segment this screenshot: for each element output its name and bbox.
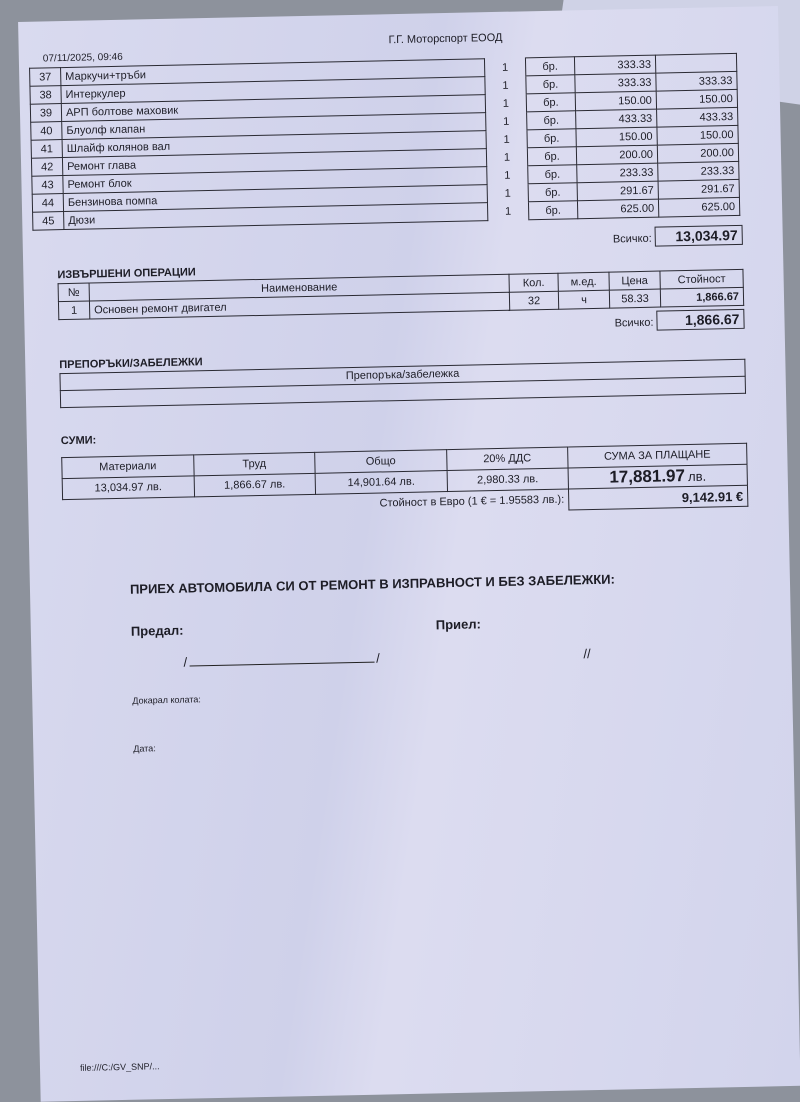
operations-title: ИЗВЪРШЕНИ ОПЕРАЦИИ <box>57 266 196 282</box>
cell-total: 333.33 <box>656 71 737 91</box>
cell-total: 625.00 <box>658 197 739 217</box>
cell: Основен ремонт двигател <box>89 292 509 319</box>
euro-value: 9,142.91 € <box>568 485 747 510</box>
cell-n: 41 <box>31 140 62 159</box>
cell-total: 150.00 <box>657 125 738 145</box>
cell-price: 333.33 <box>575 73 656 93</box>
cell-qty: 1 <box>487 166 528 185</box>
cell-total: 291.67 <box>658 179 739 199</box>
received-signature-line: // <box>583 646 591 662</box>
handed-label: Предал: <box>130 622 184 639</box>
col-header: Наименование <box>89 274 509 301</box>
cell-total <box>655 53 736 73</box>
cell-name: Бензинова помпа <box>63 185 487 212</box>
cell: 58.33 <box>609 289 660 308</box>
col-header: Общо <box>315 450 447 474</box>
cell-unit: бр. <box>525 57 574 76</box>
notes-title: ПРЕПОРЪКИ/ЗАБЕЛЕЖКИ <box>59 356 203 372</box>
cell-unit: бр. <box>528 183 577 202</box>
col-header: Кол. <box>509 273 558 292</box>
operations-total <box>614 309 744 332</box>
sums-table <box>61 443 748 521</box>
col-header: Материали <box>62 455 194 479</box>
total-label: Всичко: <box>612 232 652 246</box>
cell-total: 233.33 <box>658 161 739 181</box>
cell-n: 37 <box>30 68 61 87</box>
cell-name: Шлайф колянов вал <box>62 131 486 158</box>
cell-price: 150.00 <box>576 127 657 147</box>
cell-n: 44 <box>32 194 63 213</box>
cell-unit: бр. <box>527 111 576 130</box>
acceptance-statement: ПРИЕХ АВТОМОБИЛА СИ ОТ РЕМОНТ В ИЗПРАВНОСТ И БЕЗ ЗАБЕЛЕЖКИ: <box>129 571 616 597</box>
cell-name: АРП болтове маховик <box>61 95 485 122</box>
line <box>189 662 374 667</box>
cell-qty: 1 <box>485 94 526 113</box>
print-date: 07/11/2025, 09:46 <box>42 51 123 65</box>
footer-path: file:///C:/GV_SNP/... <box>79 1061 160 1073</box>
labor-sum: 1,866.67 лв. <box>194 473 316 497</box>
col-header: Труд <box>193 452 315 476</box>
cell-qty: 1 <box>486 130 527 149</box>
cell-total: 200.00 <box>657 143 738 163</box>
cell-unit: бр. <box>528 165 577 184</box>
cell-name: Дюзи <box>64 203 488 230</box>
cell-unit: бр. <box>528 201 577 220</box>
cell-qty: 1 <box>486 112 527 131</box>
handed-signature-line <box>183 651 380 670</box>
cell-unit: бр. <box>526 75 575 94</box>
cell-name: Интеркулер <box>61 77 485 104</box>
sums-title: СУМИ: <box>60 434 97 448</box>
cell-price: 333.33 <box>574 55 655 75</box>
date-label: Дата: <box>133 743 156 754</box>
cell: 1 <box>58 301 89 320</box>
cell-n: 43 <box>32 176 63 195</box>
materials-table <box>29 53 740 231</box>
cell-name: Маркучи+тръби <box>61 59 485 86</box>
cell-price: 200.00 <box>576 145 657 165</box>
cell-name: Ремонт глава <box>62 149 486 176</box>
col-header: Стойност <box>660 269 743 289</box>
slash: / <box>375 650 380 666</box>
cell-n: 38 <box>30 86 61 105</box>
col-header: 20% ДДС <box>446 447 568 471</box>
slash: / <box>183 654 188 670</box>
vat-sum: 2,980.33 лв. <box>447 468 569 492</box>
col-header: м.ед. <box>558 272 609 291</box>
brought-by-label: Докарал колата: <box>132 694 201 706</box>
cell-name: Блуолф клапан <box>62 113 486 140</box>
company-name: Г.Г. Моторспорт ЕООД <box>388 31 503 47</box>
cell: 32 <box>509 291 558 310</box>
cell-unit: бр. <box>527 147 576 166</box>
amount-due-value: 17,881.97 <box>609 466 686 487</box>
invoice-paper <box>18 6 800 1102</box>
cell-name: Ремонт блок <box>63 167 487 194</box>
total-value: 1,866.67 <box>656 309 744 331</box>
cell-price: 433.33 <box>576 109 657 129</box>
cell: ч <box>558 290 609 309</box>
cell-unit: бр. <box>527 129 576 148</box>
cell-qty: 1 <box>487 184 528 203</box>
total-value: 13,034.97 <box>655 225 743 247</box>
cell-price: 625.00 <box>577 199 658 219</box>
cell-price: 233.33 <box>577 163 658 183</box>
cell-qty: 1 <box>484 58 525 77</box>
cell-n: 42 <box>31 158 62 177</box>
euro-label: Стойност в Евро (1 € = 1.95583 лв.): <box>379 493 565 510</box>
cell-price: 291.67 <box>577 181 658 201</box>
cell-price: 150.00 <box>575 91 656 111</box>
cell: 1,866.67 <box>660 287 743 307</box>
cell-total: 150.00 <box>656 89 737 109</box>
materials-total <box>613 225 743 248</box>
cell-n: 39 <box>30 104 61 123</box>
total-label: Всичко: <box>614 316 654 330</box>
cell-qty: 1 <box>485 76 526 95</box>
cell-n: 40 <box>31 122 62 141</box>
cell-unit: бр. <box>526 93 575 112</box>
notes-header: Препоръка/забележка <box>60 359 745 390</box>
currency: лв. <box>687 468 707 485</box>
cell-qty: 1 <box>486 148 527 167</box>
col-header: СУМА ЗА ПЛАЩАНЕ <box>568 443 747 468</box>
subtotal-sum: 14,901.64 лв. <box>315 471 447 495</box>
col-header: Цена <box>609 271 660 290</box>
cell-n: 45 <box>33 212 64 231</box>
cell-total: 433.33 <box>657 107 738 127</box>
cell-qty: 1 <box>487 202 528 221</box>
received-label: Приел: <box>435 616 482 633</box>
col-header: № <box>58 283 89 302</box>
materials-sum: 13,034.97 лв. <box>62 476 194 500</box>
